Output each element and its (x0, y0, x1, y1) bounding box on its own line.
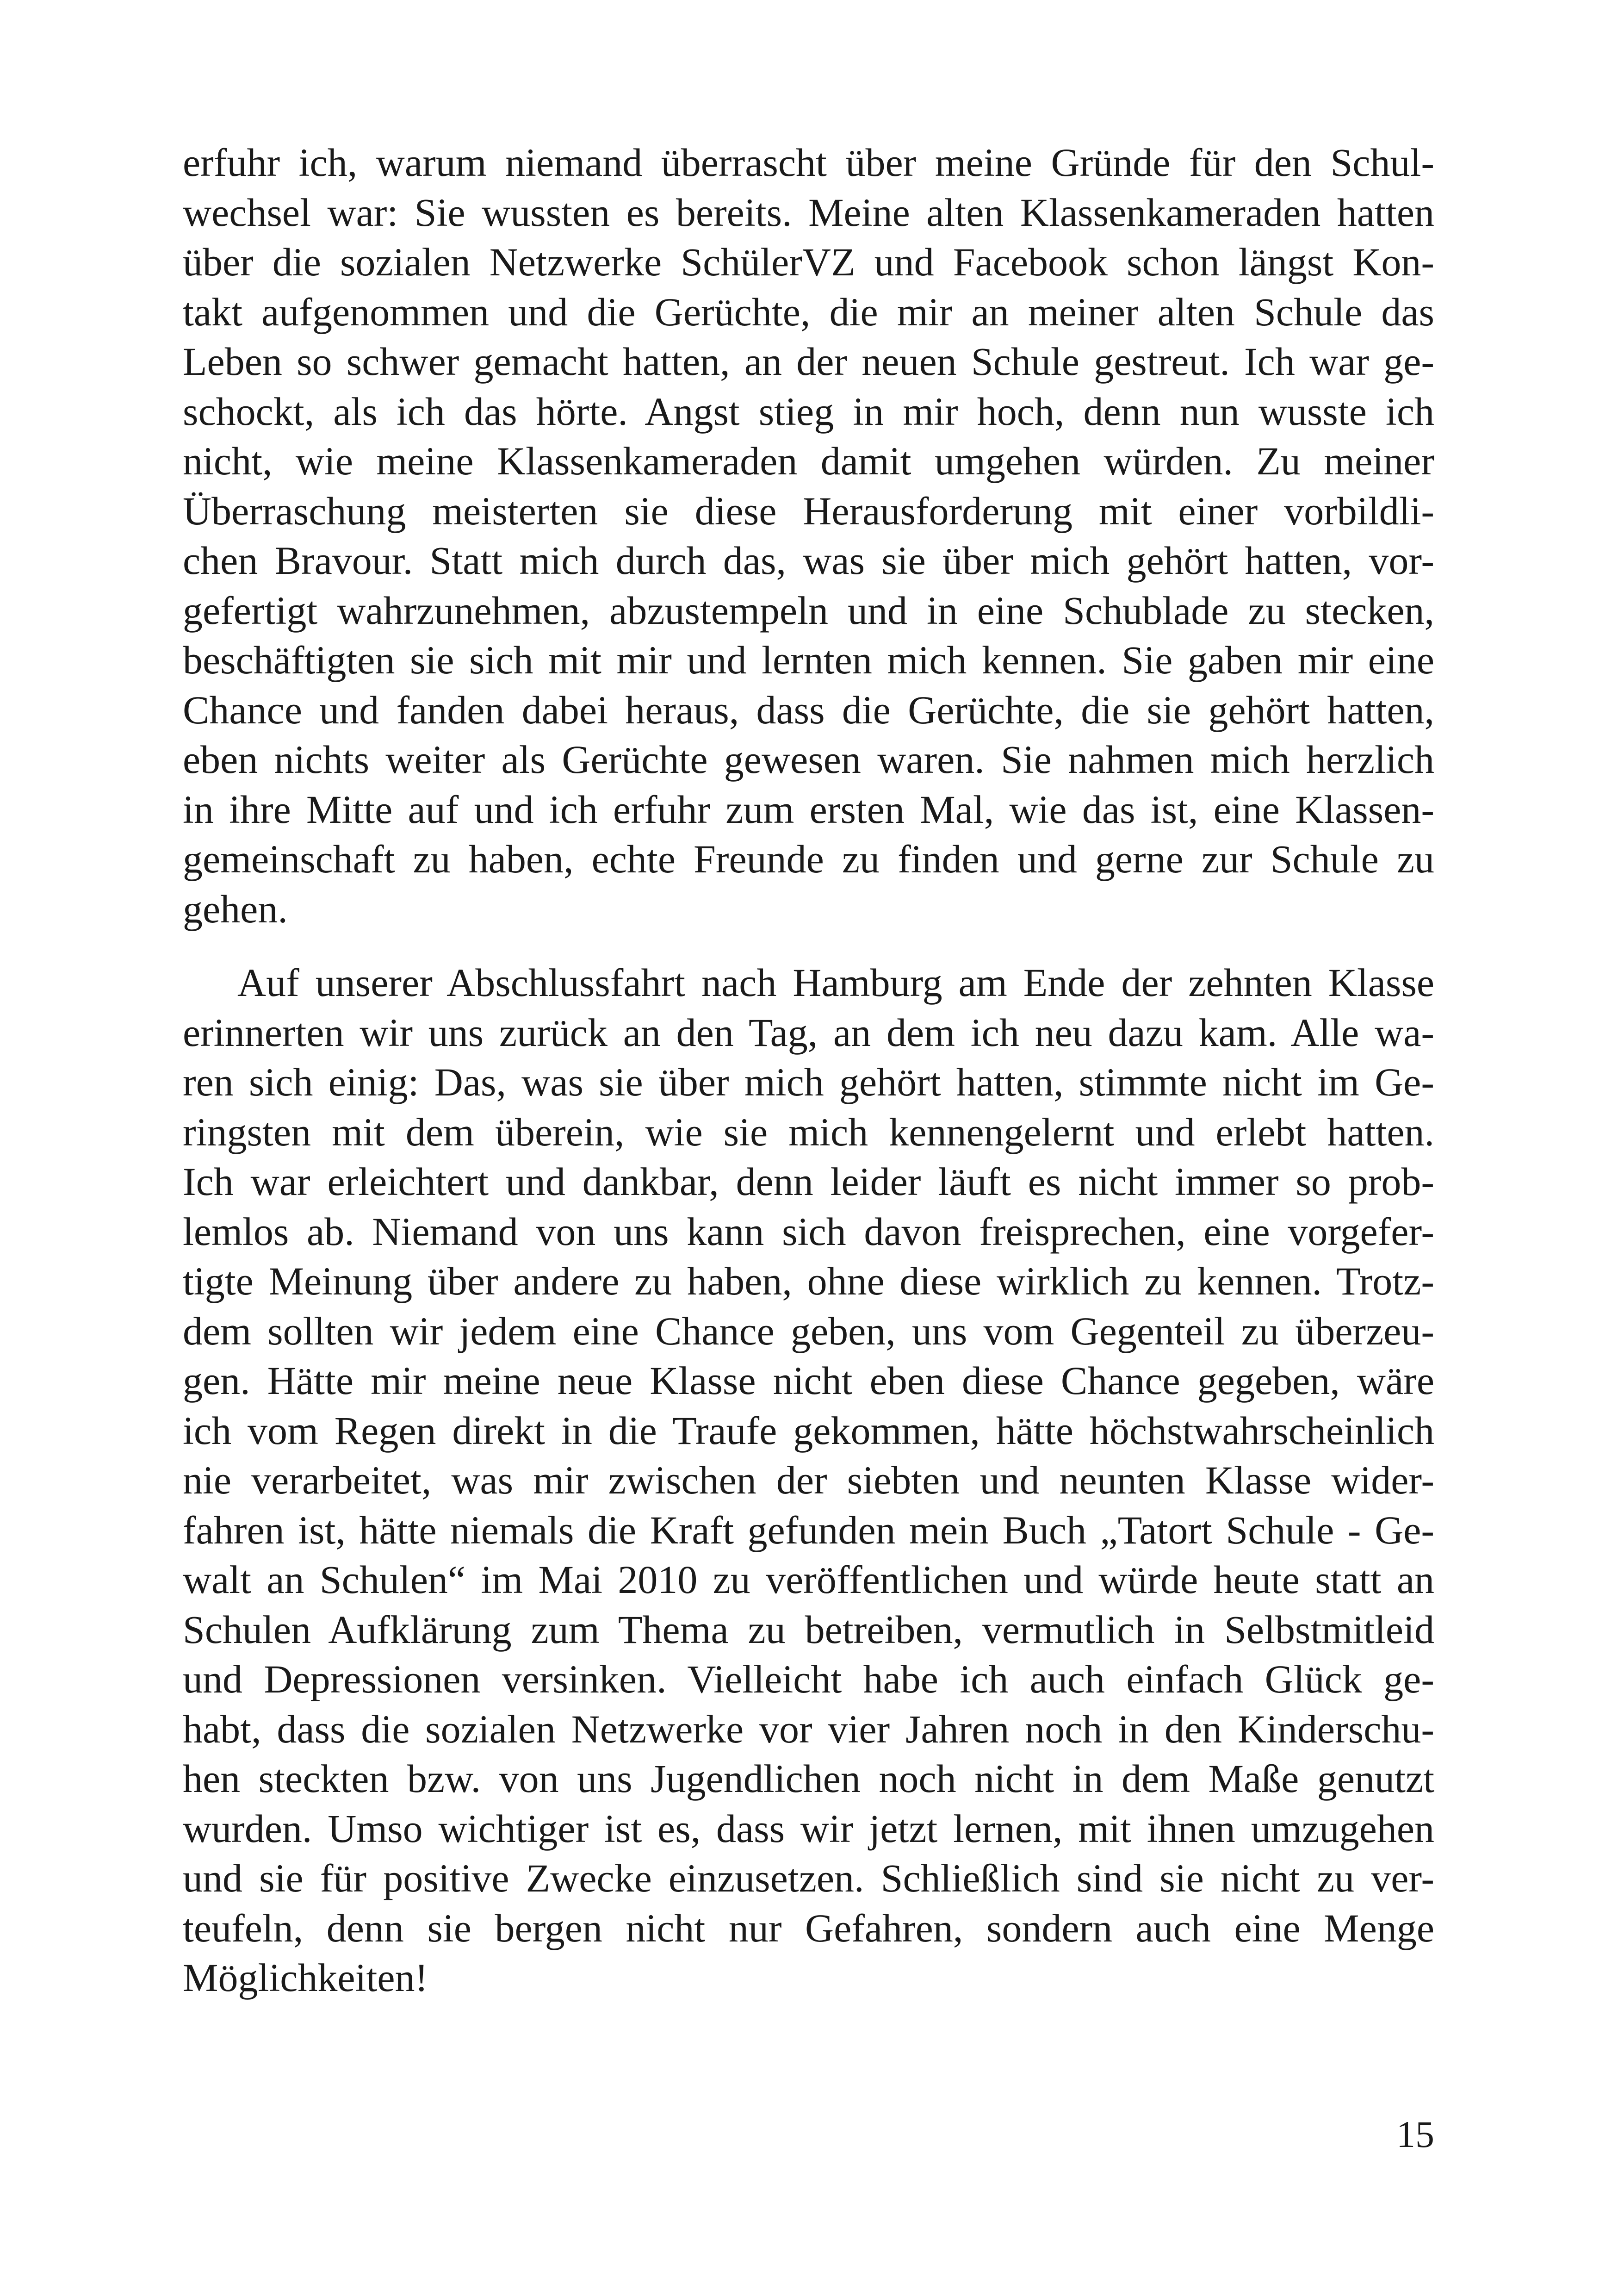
paragraph (183, 138, 1434, 934)
text-line: dem sollten wir jedem eine Chance geben, uns vom Gegenteil zu überzeu- (183, 1308, 1434, 1353)
text-line: gefertigt wahrzunehmen, abzustempeln und in eine Schublade zu stecken, (183, 588, 1434, 633)
text-line: teufeln, denn sie bergen nicht nur Gefahren, sondern auch eine Menge (183, 1905, 1434, 1950)
body-text (183, 138, 1434, 2003)
text-line: takt aufgenommen und die Gerüchte, die mir an meiner alten Schule das (183, 289, 1434, 334)
text-line: Ich war erleichtert und dankbar, denn leider läuft es nicht immer so prob- (183, 1159, 1434, 1204)
text-line: wurden. Umso wichtiger ist es, dass wir jetzt lernen, mit ihnen umzugehen (183, 1806, 1434, 1851)
text-line: schockt, als ich das hörte. Angst stieg in mir hoch, denn nun wusste ich (183, 389, 1434, 434)
text-line: Leben so schwer gemacht hatten, an der neuen Schule gestreut. Ich war ge- (183, 339, 1434, 384)
text-line: eben nichts weiter als Gerüchte gewesen waren. Sie nahmen mich herzlich (183, 737, 1434, 782)
text-line: erfuhr ich, warum niemand überrascht über meine Gründe für den Schul- (183, 140, 1434, 185)
text-line: ich vom Regen direkt in die Traufe gekommen, hätte höchstwahrscheinlich (183, 1408, 1434, 1453)
text-line: Chance und fanden dabei heraus, dass die Gerüchte, die sie gehört hatten, (183, 687, 1434, 732)
text-line: habt, dass die sozialen Netzwerke vor vier Jahren noch in den Kinderschu- (183, 1706, 1434, 1751)
page-number: 15 (1396, 2113, 1434, 2155)
text-line: wechsel war: Sie wussten es bereits. Meine alten Klassenkameraden hatten (183, 190, 1434, 235)
text-line: ren sich einig: Das, was sie über mich gehört hatten, stimmte nicht im Ge- (183, 1060, 1434, 1104)
text-line: gen. Hätte mir meine neue Klasse nicht eben diese Chance gegeben, wäre (183, 1358, 1434, 1403)
text-line: und sie für positive Zwecke einzusetzen. Schließlich sind sie nicht zu ver- (183, 1856, 1434, 1900)
text-line: nicht, wie meine Klassenkameraden damit umgehen würden. Zu meiner (183, 439, 1434, 483)
text-line: Überraschung meisterten sie diese Herausforderung mit einer vorbildli- (183, 488, 1434, 533)
text-line: erinnerten wir uns zurück an den Tag, an dem ich neu dazu kam. Alle wa- (183, 1010, 1434, 1055)
text-line: gemeinschaft zu haben, echte Freunde zu finden und gerne zur Schule zu (183, 837, 1434, 881)
text-line: über die sozialen Netzwerke SchülerVZ und Facebook schon längst Kon- (183, 240, 1434, 284)
text-line: chen Bravour. Statt mich durch das, was sie über mich gehört hatten, vor- (183, 538, 1434, 583)
text-line: gehen. (183, 886, 288, 931)
text-line: hen steckten bzw. von uns Jugendlichen noch nicht in dem Maße genutzt (183, 1756, 1434, 1801)
text-line: tigte Meinung über andere zu haben, ohne diese wirklich zu kennen. Trotz- (183, 1259, 1434, 1303)
text-line: lemlos ab. Niemand von uns kann sich davon freisprechen, eine vorgefer- (183, 1209, 1434, 1254)
text-line: beschäftigten sie sich mit mir und lernten mich kennen. Sie gaben mir eine (183, 638, 1434, 682)
text-line: fahren ist, hätte niemals die Kraft gefunden mein Buch „Tatort Schule - Ge- (183, 1507, 1434, 1552)
text-line: Auf unserer Abschlussfahrt nach Hamburg am Ende der zehnten Klasse (237, 960, 1434, 1005)
text-line: Möglichkeiten! (183, 1955, 428, 2000)
text-line: Schulen Aufklärung zum Thema zu betreiben, vermutlich in Selbstmitleid (183, 1607, 1434, 1652)
text-line: walt an Schulen“ im Mai 2010 zu veröffentlichen und würde heute statt an (183, 1557, 1434, 1602)
text-line: in ihre Mitte auf und ich erfuhr zum ersten Mal, wie das ist, eine Klassen- (183, 787, 1434, 832)
text-line: nie verarbeitet, was mir zwischen der siebten und neunten Klasse wider- (183, 1458, 1434, 1502)
paragraph-spacing (183, 934, 1434, 958)
text-line: und Depressionen versinken. Vielleicht habe ich auch einfach Glück ge- (183, 1657, 1434, 1701)
paragraph (183, 958, 1434, 2003)
text-line: ringsten mit dem überein, wie sie mich kennengelernt und erlebt hatten. (183, 1109, 1434, 1154)
